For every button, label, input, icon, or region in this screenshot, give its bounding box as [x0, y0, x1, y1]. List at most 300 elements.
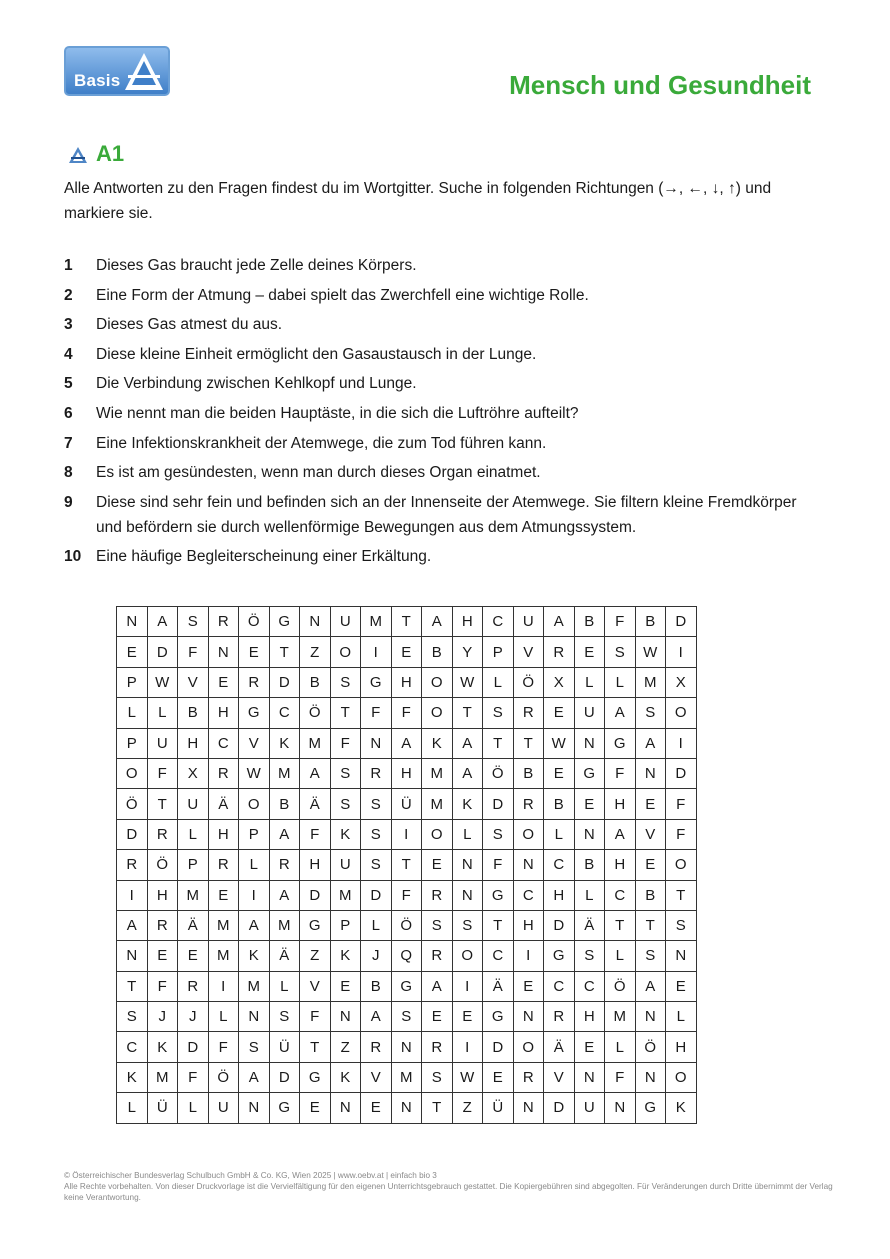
grid-cell[interactable]: H — [208, 819, 239, 849]
grid-cell[interactable]: G — [635, 1093, 666, 1123]
grid-cell[interactable]: M — [269, 758, 300, 788]
grid-cell[interactable]: O — [239, 789, 270, 819]
grid-cell[interactable]: L — [117, 698, 148, 728]
grid-cell[interactable]: R — [208, 850, 239, 880]
grid-cell[interactable]: C — [513, 880, 544, 910]
grid-cell[interactable]: B — [544, 789, 575, 819]
grid-cell[interactable]: D — [300, 880, 331, 910]
grid-cell[interactable]: G — [300, 910, 331, 940]
grid-cell[interactable]: F — [666, 819, 697, 849]
grid-cell[interactable]: M — [147, 1062, 178, 1092]
grid-cell[interactable]: E — [452, 1002, 483, 1032]
grid-cell[interactable]: Ä — [544, 1032, 575, 1062]
grid-cell[interactable]: C — [574, 971, 605, 1001]
grid-cell[interactable]: G — [269, 607, 300, 637]
grid-cell[interactable]: H — [178, 728, 209, 758]
grid-cell[interactable]: F — [178, 637, 209, 667]
grid-cell[interactable]: A — [269, 880, 300, 910]
grid-cell[interactable]: F — [208, 1032, 239, 1062]
grid-cell[interactable]: D — [269, 667, 300, 697]
grid-cell[interactable]: M — [208, 941, 239, 971]
grid-cell[interactable]: E — [361, 1093, 392, 1123]
grid-cell[interactable]: A — [147, 607, 178, 637]
grid-cell[interactable]: H — [605, 789, 636, 819]
grid-cell[interactable]: H — [147, 880, 178, 910]
grid-cell[interactable]: E — [483, 1062, 514, 1092]
grid-cell[interactable]: U — [330, 850, 361, 880]
grid-cell[interactable]: P — [117, 667, 148, 697]
grid-cell[interactable]: A — [422, 607, 453, 637]
grid-cell[interactable]: H — [513, 910, 544, 940]
grid-cell[interactable]: R — [544, 1002, 575, 1032]
grid-cell[interactable]: I — [513, 941, 544, 971]
grid-cell[interactable]: O — [452, 941, 483, 971]
grid-cell[interactable]: T — [635, 910, 666, 940]
grid-cell[interactable]: I — [208, 971, 239, 1001]
grid-cell[interactable]: A — [391, 728, 422, 758]
grid-cell[interactable]: G — [605, 728, 636, 758]
grid-cell[interactable]: F — [300, 1002, 331, 1032]
grid-cell[interactable]: U — [513, 607, 544, 637]
grid-cell[interactable]: M — [239, 971, 270, 1001]
grid-cell[interactable]: G — [300, 1062, 331, 1092]
grid-cell[interactable]: Z — [330, 1032, 361, 1062]
grid-cell[interactable]: G — [483, 880, 514, 910]
grid-cell[interactable]: S — [422, 910, 453, 940]
grid-cell[interactable]: T — [513, 728, 544, 758]
grid-cell[interactable]: A — [239, 1062, 270, 1092]
grid-cell[interactable]: W — [635, 637, 666, 667]
grid-cell[interactable]: S — [666, 910, 697, 940]
grid-cell[interactable]: L — [544, 819, 575, 849]
grid-cell[interactable]: V — [361, 1062, 392, 1092]
grid-cell[interactable]: M — [178, 880, 209, 910]
grid-cell[interactable]: I — [666, 637, 697, 667]
grid-cell[interactable]: M — [361, 607, 392, 637]
grid-cell[interactable]: R — [147, 910, 178, 940]
grid-cell[interactable]: L — [605, 667, 636, 697]
grid-cell[interactable]: Q — [391, 941, 422, 971]
grid-cell[interactable]: R — [239, 667, 270, 697]
grid-cell[interactable]: D — [269, 1062, 300, 1092]
grid-cell[interactable]: S — [605, 637, 636, 667]
grid-cell[interactable]: S — [452, 910, 483, 940]
grid-cell[interactable]: N — [300, 607, 331, 637]
grid-cell[interactable]: G — [544, 941, 575, 971]
grid-cell[interactable]: Ö — [300, 698, 331, 728]
grid-cell[interactable]: E — [178, 941, 209, 971]
grid-cell[interactable]: Ö — [483, 758, 514, 788]
grid-cell[interactable]: K — [330, 819, 361, 849]
grid-cell[interactable]: E — [330, 971, 361, 1001]
grid-cell[interactable]: R — [361, 1032, 392, 1062]
grid-cell[interactable]: R — [513, 698, 544, 728]
grid-cell[interactable]: W — [452, 667, 483, 697]
grid-cell[interactable]: T — [666, 880, 697, 910]
grid-cell[interactable]: W — [452, 1062, 483, 1092]
grid-cell[interactable]: E — [513, 971, 544, 1001]
grid-cell[interactable]: E — [574, 1032, 605, 1062]
grid-cell[interactable]: B — [178, 698, 209, 728]
grid-cell[interactable]: Ö — [147, 850, 178, 880]
grid-cell[interactable]: I — [361, 637, 392, 667]
grid-cell[interactable]: Ä — [483, 971, 514, 1001]
grid-cell[interactable]: F — [605, 607, 636, 637]
grid-cell[interactable]: V — [239, 728, 270, 758]
grid-cell[interactable]: T — [147, 789, 178, 819]
grid-cell[interactable]: F — [605, 758, 636, 788]
grid-cell[interactable]: J — [147, 1002, 178, 1032]
grid-cell[interactable]: E — [544, 758, 575, 788]
grid-cell[interactable]: V — [635, 819, 666, 849]
grid-cell[interactable]: D — [483, 789, 514, 819]
grid-cell[interactable]: Ä — [208, 789, 239, 819]
grid-cell[interactable]: M — [422, 758, 453, 788]
grid-cell[interactable]: N — [635, 1002, 666, 1032]
grid-cell[interactable]: U — [147, 728, 178, 758]
grid-cell[interactable]: E — [208, 667, 239, 697]
grid-cell[interactable]: K — [147, 1032, 178, 1062]
grid-cell[interactable]: K — [666, 1093, 697, 1123]
grid-cell[interactable]: M — [269, 910, 300, 940]
grid-cell[interactable]: N — [635, 1062, 666, 1092]
grid-cell[interactable]: I — [452, 1032, 483, 1062]
grid-cell[interactable]: D — [544, 1093, 575, 1123]
grid-cell[interactable]: E — [117, 637, 148, 667]
grid-cell[interactable]: K — [117, 1062, 148, 1092]
grid-cell[interactable]: L — [483, 667, 514, 697]
grid-cell[interactable]: E — [635, 789, 666, 819]
grid-cell[interactable]: L — [452, 819, 483, 849]
grid-cell[interactable]: E — [666, 971, 697, 1001]
grid-cell[interactable]: F — [147, 971, 178, 1001]
grid-cell[interactable]: G — [391, 971, 422, 1001]
grid-cell[interactable]: L — [147, 698, 178, 728]
grid-cell[interactable]: L — [605, 941, 636, 971]
grid-cell[interactable]: N — [574, 1062, 605, 1092]
grid-cell[interactable]: Ö — [117, 789, 148, 819]
grid-cell[interactable]: D — [361, 880, 392, 910]
grid-cell[interactable]: I — [239, 880, 270, 910]
grid-cell[interactable]: B — [269, 789, 300, 819]
grid-cell[interactable]: Ü — [483, 1093, 514, 1123]
grid-cell[interactable]: E — [300, 1093, 331, 1123]
grid-cell[interactable]: A — [422, 971, 453, 1001]
grid-cell[interactable]: N — [208, 637, 239, 667]
grid-cell[interactable]: R — [147, 819, 178, 849]
grid-cell[interactable]: S — [178, 607, 209, 637]
grid-cell[interactable]: Ä — [178, 910, 209, 940]
grid-cell[interactable]: S — [239, 1032, 270, 1062]
grid-cell[interactable]: H — [605, 850, 636, 880]
grid-cell[interactable]: A — [117, 910, 148, 940]
grid-cell[interactable]: C — [544, 850, 575, 880]
grid-cell[interactable]: R — [513, 789, 544, 819]
grid-cell[interactable]: R — [513, 1062, 544, 1092]
grid-cell[interactable]: S — [483, 698, 514, 728]
grid-cell[interactable]: E — [574, 637, 605, 667]
grid-cell[interactable]: S — [330, 789, 361, 819]
grid-cell[interactable]: O — [422, 819, 453, 849]
grid-cell[interactable]: Ü — [391, 789, 422, 819]
grid-cell[interactable]: M — [635, 667, 666, 697]
grid-cell[interactable]: A — [635, 971, 666, 1001]
grid-cell[interactable]: N — [452, 880, 483, 910]
grid-cell[interactable]: E — [544, 698, 575, 728]
grid-cell[interactable]: Ö — [605, 971, 636, 1001]
grid-cell[interactable]: A — [300, 758, 331, 788]
grid-cell[interactable]: Ö — [635, 1032, 666, 1062]
grid-cell[interactable]: N — [452, 850, 483, 880]
grid-cell[interactable]: A — [452, 758, 483, 788]
grid-cell[interactable]: M — [208, 910, 239, 940]
grid-cell[interactable]: R — [208, 607, 239, 637]
grid-cell[interactable]: O — [666, 698, 697, 728]
grid-cell[interactable]: X — [178, 758, 209, 788]
grid-cell[interactable]: N — [635, 758, 666, 788]
grid-cell[interactable]: D — [666, 607, 697, 637]
grid-cell[interactable]: N — [513, 1002, 544, 1032]
grid-cell[interactable]: B — [635, 607, 666, 637]
grid-cell[interactable]: B — [513, 758, 544, 788]
grid-cell[interactable]: S — [361, 850, 392, 880]
grid-cell[interactable]: T — [117, 971, 148, 1001]
grid-cell[interactable]: R — [422, 1032, 453, 1062]
grid-cell[interactable]: O — [422, 698, 453, 728]
grid-cell[interactable]: A — [605, 819, 636, 849]
grid-cell[interactable]: T — [483, 910, 514, 940]
grid-cell[interactable]: G — [269, 1093, 300, 1123]
grid-cell[interactable]: B — [422, 637, 453, 667]
grid-cell[interactable]: O — [666, 850, 697, 880]
grid-cell[interactable]: S — [635, 941, 666, 971]
grid-cell[interactable]: I — [452, 971, 483, 1001]
grid-cell[interactable]: L — [574, 880, 605, 910]
grid-cell[interactable]: B — [574, 607, 605, 637]
grid-cell[interactable]: O — [666, 1062, 697, 1092]
grid-cell[interactable]: U — [574, 1093, 605, 1123]
grid-cell[interactable]: N — [330, 1002, 361, 1032]
grid-cell[interactable]: N — [117, 607, 148, 637]
grid-cell[interactable]: C — [269, 698, 300, 728]
grid-cell[interactable]: A — [361, 1002, 392, 1032]
grid-cell[interactable]: E — [391, 637, 422, 667]
grid-cell[interactable]: U — [330, 607, 361, 637]
grid-cell[interactable]: U — [178, 789, 209, 819]
grid-cell[interactable]: W — [239, 758, 270, 788]
grid-cell[interactable]: J — [178, 1002, 209, 1032]
grid-cell[interactable]: X — [666, 667, 697, 697]
grid-cell[interactable]: S — [574, 941, 605, 971]
grid-cell[interactable]: E — [422, 1002, 453, 1032]
grid-cell[interactable]: S — [361, 789, 392, 819]
grid-cell[interactable]: B — [361, 971, 392, 1001]
grid-cell[interactable]: A — [605, 698, 636, 728]
grid-cell[interactable]: I — [117, 880, 148, 910]
grid-cell[interactable]: F — [666, 789, 697, 819]
grid-cell[interactable]: R — [422, 941, 453, 971]
grid-cell[interactable]: N — [574, 819, 605, 849]
grid-cell[interactable]: B — [300, 667, 331, 697]
grid-cell[interactable]: W — [544, 728, 575, 758]
grid-cell[interactable]: P — [117, 728, 148, 758]
grid-cell[interactable]: N — [239, 1093, 270, 1123]
grid-cell[interactable]: R — [361, 758, 392, 788]
grid-cell[interactable]: N — [117, 941, 148, 971]
grid-cell[interactable]: L — [178, 1093, 209, 1123]
grid-cell[interactable]: D — [117, 819, 148, 849]
grid-cell[interactable]: B — [574, 850, 605, 880]
grid-cell[interactable]: K — [239, 941, 270, 971]
grid-cell[interactable]: U — [208, 1093, 239, 1123]
grid-cell[interactable]: P — [483, 637, 514, 667]
grid-cell[interactable]: T — [422, 1093, 453, 1123]
grid-cell[interactable]: N — [361, 728, 392, 758]
grid-cell[interactable]: A — [544, 607, 575, 637]
grid-cell[interactable]: U — [574, 698, 605, 728]
grid-cell[interactable]: Z — [300, 637, 331, 667]
grid-cell[interactable]: E — [574, 789, 605, 819]
grid-cell[interactable]: L — [178, 819, 209, 849]
grid-cell[interactable]: G — [574, 758, 605, 788]
grid-cell[interactable]: R — [117, 850, 148, 880]
grid-cell[interactable]: T — [330, 698, 361, 728]
grid-cell[interactable]: Ä — [300, 789, 331, 819]
grid-cell[interactable]: F — [483, 850, 514, 880]
grid-cell[interactable]: A — [239, 910, 270, 940]
grid-cell[interactable]: H — [666, 1032, 697, 1062]
grid-cell[interactable]: L — [208, 1002, 239, 1032]
grid-cell[interactable]: L — [239, 850, 270, 880]
grid-cell[interactable]: O — [330, 637, 361, 667]
grid-cell[interactable]: A — [452, 728, 483, 758]
grid-cell[interactable]: N — [330, 1093, 361, 1123]
grid-cell[interactable]: V — [513, 637, 544, 667]
grid-cell[interactable]: E — [147, 941, 178, 971]
grid-cell[interactable]: Ö — [239, 607, 270, 637]
grid-cell[interactable]: C — [483, 607, 514, 637]
grid-cell[interactable]: H — [208, 698, 239, 728]
grid-cell[interactable]: P — [178, 850, 209, 880]
grid-cell[interactable]: T — [483, 728, 514, 758]
grid-cell[interactable]: S — [391, 1002, 422, 1032]
grid-cell[interactable]: H — [544, 880, 575, 910]
grid-cell[interactable]: Z — [300, 941, 331, 971]
grid-cell[interactable]: V — [300, 971, 331, 1001]
grid-cell[interactable]: N — [391, 1032, 422, 1062]
grid-cell[interactable]: L — [666, 1002, 697, 1032]
grid-cell[interactable]: R — [269, 850, 300, 880]
grid-cell[interactable]: E — [422, 850, 453, 880]
grid-cell[interactable]: M — [330, 880, 361, 910]
grid-cell[interactable]: F — [605, 1062, 636, 1092]
grid-cell[interactable]: Ä — [574, 910, 605, 940]
grid-cell[interactable]: C — [208, 728, 239, 758]
grid-cell[interactable]: N — [666, 941, 697, 971]
grid-cell[interactable]: K — [422, 728, 453, 758]
grid-cell[interactable]: H — [391, 667, 422, 697]
grid-cell[interactable]: I — [666, 728, 697, 758]
grid-cell[interactable]: Ö — [391, 910, 422, 940]
grid-cell[interactable]: S — [422, 1062, 453, 1092]
grid-cell[interactable]: R — [208, 758, 239, 788]
grid-cell[interactable]: K — [330, 941, 361, 971]
grid-cell[interactable]: B — [635, 880, 666, 910]
grid-cell[interactable]: P — [239, 819, 270, 849]
grid-cell[interactable]: H — [300, 850, 331, 880]
grid-cell[interactable]: T — [605, 910, 636, 940]
grid-cell[interactable]: C — [117, 1032, 148, 1062]
grid-cell[interactable]: R — [178, 971, 209, 1001]
grid-cell[interactable]: F — [330, 728, 361, 758]
grid-cell[interactable]: L — [574, 667, 605, 697]
grid-cell[interactable]: Ä — [269, 941, 300, 971]
grid-cell[interactable]: M — [422, 789, 453, 819]
grid-cell[interactable]: F — [300, 819, 331, 849]
grid-cell[interactable]: F — [178, 1062, 209, 1092]
grid-cell[interactable]: G — [483, 1002, 514, 1032]
grid-cell[interactable]: N — [513, 1093, 544, 1123]
grid-cell[interactable]: W — [147, 667, 178, 697]
grid-cell[interactable]: O — [513, 1032, 544, 1062]
grid-cell[interactable]: S — [330, 758, 361, 788]
grid-cell[interactable]: F — [391, 698, 422, 728]
grid-cell[interactable]: S — [361, 819, 392, 849]
grid-cell[interactable]: K — [269, 728, 300, 758]
grid-cell[interactable]: R — [422, 880, 453, 910]
grid-cell[interactable]: I — [391, 819, 422, 849]
grid-cell[interactable]: O — [422, 667, 453, 697]
grid-cell[interactable]: A — [635, 728, 666, 758]
grid-cell[interactable]: A — [269, 819, 300, 849]
grid-cell[interactable]: L — [361, 910, 392, 940]
grid-cell[interactable]: Ü — [269, 1032, 300, 1062]
grid-cell[interactable]: C — [605, 880, 636, 910]
grid-cell[interactable]: N — [513, 850, 544, 880]
grid-cell[interactable]: S — [635, 698, 666, 728]
grid-cell[interactable]: T — [300, 1032, 331, 1062]
grid-cell[interactable]: E — [239, 637, 270, 667]
grid-cell[interactable]: C — [544, 971, 575, 1001]
grid-cell[interactable]: D — [666, 758, 697, 788]
grid-cell[interactable]: F — [391, 880, 422, 910]
grid-cell[interactable]: V — [544, 1062, 575, 1092]
grid-cell[interactable]: S — [117, 1002, 148, 1032]
grid-cell[interactable]: G — [361, 667, 392, 697]
grid-cell[interactable]: Z — [452, 1093, 483, 1123]
grid-cell[interactable]: C — [483, 941, 514, 971]
grid-cell[interactable]: S — [269, 1002, 300, 1032]
grid-cell[interactable]: L — [605, 1032, 636, 1062]
grid-cell[interactable]: G — [239, 698, 270, 728]
grid-cell[interactable]: L — [117, 1093, 148, 1123]
grid-cell[interactable]: D — [178, 1032, 209, 1062]
grid-cell[interactable]: Y — [452, 637, 483, 667]
grid-cell[interactable]: D — [544, 910, 575, 940]
grid-cell[interactable]: V — [178, 667, 209, 697]
grid-cell[interactable]: D — [147, 637, 178, 667]
grid-cell[interactable]: S — [330, 667, 361, 697]
grid-cell[interactable]: F — [147, 758, 178, 788]
grid-cell[interactable]: N — [574, 728, 605, 758]
grid-cell[interactable]: Ö — [208, 1062, 239, 1092]
grid-cell[interactable]: S — [483, 819, 514, 849]
grid-cell[interactable]: M — [391, 1062, 422, 1092]
grid-cell[interactable]: T — [391, 607, 422, 637]
grid-cell[interactable]: H — [574, 1002, 605, 1032]
grid-cell[interactable]: J — [361, 941, 392, 971]
grid-cell[interactable]: T — [391, 850, 422, 880]
